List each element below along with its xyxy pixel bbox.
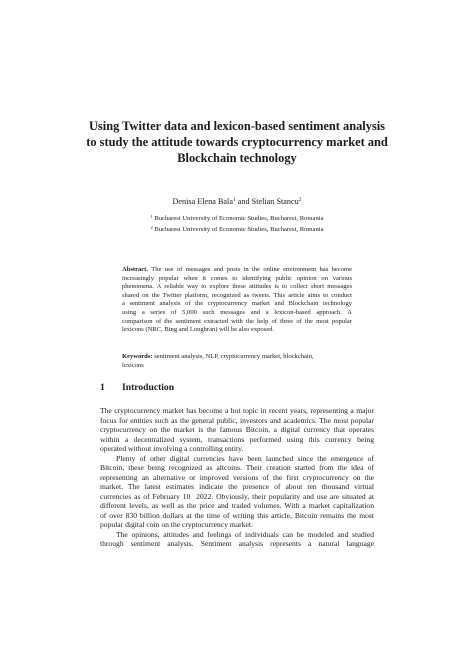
abstract-line: phenomena. A reliable way to explore these attitudes is to collect short messages <box>122 283 352 291</box>
author-name: Stelian Stancu <box>251 197 299 206</box>
abstract-line: comparison of the sentiment extracted with the help of three of the most popular <box>122 317 352 325</box>
title-line-2: to study the attitude towards cryptocurrency market and <box>86 135 388 149</box>
affiliation-text: Bucharest University of Economic Studies, Bucharest, Romania <box>152 215 324 222</box>
affiliation-text: Bucharest University of Economic Studies, Bucharest, Romania <box>152 226 324 233</box>
body-line: representing an alternative or improved versions of the first cryptocurrency on the <box>100 472 374 482</box>
body-line: Bitcoin, these being recognized as altcoins. Their creation started from the idea of <box>100 463 374 472</box>
body-line: Plenty of other digital currencies have been launched since the emergence of <box>116 453 374 463</box>
author-conjunction: and <box>235 197 252 206</box>
body-line: The opinions, attitudes and feelings of individuals can be modeled and studied <box>116 529 374 539</box>
keywords <box>122 353 352 370</box>
body-line: focus for entities such as the general public, investors and academics. The most popular <box>100 415 374 425</box>
author-affiliation-mark: 1 <box>232 197 236 203</box>
abstract-line: a sentiment analysis of the cryptocurrency market and Blockchain technology <box>122 300 352 308</box>
body-line: through sentiment analysis. Sentiment analysis represents a natural language <box>100 539 374 548</box>
author-affiliation-mark: 2 <box>298 197 302 203</box>
abstract-line: lexicons (NRC, Bing and Loughran) will be also exposed. <box>122 326 275 334</box>
body-line: different levels, as well as the price and traded volumes. With a market capitalization <box>100 501 374 510</box>
author-name: Denisa Elena Bala <box>172 197 233 206</box>
section-heading <box>100 382 174 394</box>
abstract-label: Abstract. <box>122 266 148 273</box>
body-line: cryptocurrency on the market is the famous Bitcoin, a digital currency that operates <box>100 425 374 434</box>
abstract-line: increasingly popular when it comes to identifying public opinion on various <box>122 274 352 282</box>
abstract-line: using a series of 5,000 such messages and a lexicon-based approach. A <box>122 308 352 316</box>
keywords-line: lexicons <box>122 361 144 369</box>
affiliation-mark: 2 <box>150 225 153 230</box>
affiliation-mark: 1 <box>150 214 153 219</box>
section-title: Introduction <box>122 382 175 393</box>
abstract <box>122 266 352 335</box>
section-number: 1 <box>100 382 105 393</box>
title-line-1: Using Twitter data and lexicon-based sentiment analysis <box>88 119 386 133</box>
keywords-line <box>122 353 352 362</box>
affiliation-line <box>60 223 414 234</box>
body-line: popular digital coin on the cryptocurrency market. <box>100 520 253 529</box>
title-line-3: Blockchain technology <box>177 151 297 165</box>
abstract-line <box>122 266 352 275</box>
abstract-line: shared on the Twitter platform, recognized as tweets. This article aims to conduct <box>122 291 352 299</box>
body-line: The cryptocurrency market has become a hot topic in recent years, representing a major <box>100 406 374 415</box>
body-line: market. The latest estimates indicate the presence of about ten thousand virtual <box>100 482 374 491</box>
keywords-label: Keywords: <box>122 353 153 360</box>
body-text <box>100 406 374 549</box>
author-list <box>60 195 414 207</box>
body-line: within a decentralized system, transactions performed using this currency being <box>100 434 374 444</box>
body-line: currencies as of February 10 2022. Obviously, their popularity and use are situated at <box>100 491 374 501</box>
affiliations <box>60 212 414 234</box>
paper-title <box>60 118 414 166</box>
body-line: of over 830 billion dollars at the time of writing this article, Bitcoin remains the most <box>100 510 374 520</box>
keywords-text: sentiment analysis, NLP, cryptocurrency market, blockchain, <box>152 353 314 360</box>
abstract-text: The use of messages and posts in the online environment has become <box>148 266 352 273</box>
affiliation-line <box>60 212 414 223</box>
body-line: operated without involving a controlling entity. <box>100 444 244 453</box>
